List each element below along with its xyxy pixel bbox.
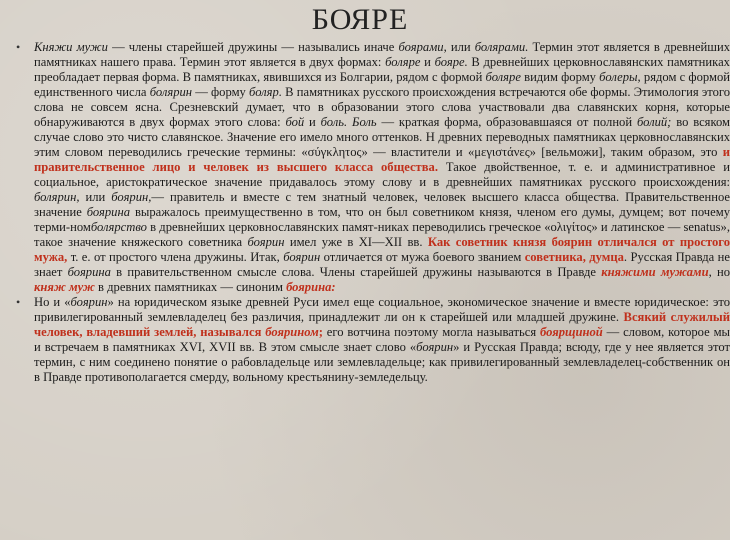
text-run: , или: [443, 40, 475, 54]
highlight-red: боярщиной: [539, 325, 603, 339]
slide-title: БОЯРЕ: [311, 3, 409, 36]
term: болеры,: [599, 70, 641, 84]
text-run: — члены старейшей дружины — назывались иначе: [107, 40, 399, 54]
highlight-red: Как советник князя боярин отличался от простого мужа,: [34, 235, 730, 264]
term: болярство: [90, 220, 147, 234]
term-knyazhi-muzhi: Княжи мужи: [34, 40, 108, 54]
term: боярин: [283, 250, 321, 264]
bullet-item-1: [16, 40, 730, 295]
highlight-red: княжими мужами: [601, 265, 709, 279]
text-run: его вотчина поэтому могла называться: [322, 325, 540, 339]
text-run: В древнейших церковнославянских памятниках преобладает первая форма. В памятниках, явившихся из Болгарии, рядом с формой: [34, 55, 730, 84]
bullet-dot-icon: •: [16, 295, 21, 309]
text-run: в правительственном смысле слова. Члены старейшей дружины называются в Правде: [110, 265, 602, 279]
term: боляр.: [249, 85, 282, 99]
highlight-red: боярином: [265, 325, 319, 339]
text-run: в древнейших церковнославянских памят-никах переводились греческое «ολιγίτος» и латинское — senatus», такое значение княжеского советника: [34, 220, 730, 249]
term: боярами: [398, 40, 444, 54]
highlight-red: советника, думца: [524, 250, 624, 264]
text-run: или: [79, 190, 112, 204]
term: боярин: [70, 295, 108, 309]
text-run: » на юридическом языке древней Руси имел еще социальное, экономическое значение и вместе юридическое: это привилегированный землевладелец без различия, принадлежит ли он к старейшей или младшей дружине.: [34, 295, 730, 324]
text-run: Но и «: [34, 295, 71, 309]
term: болярами.: [474, 40, 529, 54]
text-run: , но: [708, 265, 730, 279]
text-run: рядом с формой единственного числа: [34, 70, 730, 99]
term: болярин: [149, 85, 193, 99]
bullet-list: [10, 40, 730, 385]
term: боярина: [67, 265, 111, 279]
text-run: — краткая форма, образовавшаяся от полной: [376, 115, 637, 129]
text-run: Термин этот является в древнейших памятниках нашего права. Термин этот является в двух формах:: [34, 40, 730, 69]
highlight-red: Всякий служилый человек, владевший землей, назывался: [34, 310, 730, 339]
text-run: и: [420, 55, 435, 69]
term: бояре.: [434, 55, 468, 69]
term: бой: [285, 115, 305, 129]
highlight-red: княж муж: [34, 280, 95, 294]
text-run: Такое двойственное, т. е. и административное и социальное, аристократическое значение придавалось этому слову и в древнейших памятниках русского происхождения:: [34, 160, 730, 189]
text-run: и: [304, 115, 321, 129]
text-run: в древних памятниках — синоним: [94, 280, 287, 294]
text-run: видим форму: [520, 70, 600, 84]
text-run: » и Русская Правда; всюду, где у нее является этот термин, с ним соединено понятие о рабовладельце или землевладельце; как привилегированный землевладелец-собственник он в Правде противополагается смерду, вольному крестьянину-земледельцу.: [34, 340, 730, 384]
highlight-red: боярина:: [286, 280, 336, 294]
term: боярин: [247, 235, 285, 249]
text-run: — правитель и вместе с тем знатный человек, человек высшего класса общества. Правительственное значение: [34, 190, 730, 219]
text-run: отличается от мужа боевого званием: [320, 250, 525, 264]
bullet-dot-icon: •: [16, 40, 21, 54]
term: боярин,: [111, 190, 152, 204]
highlight-red: ;: [318, 325, 323, 339]
text-run: имел уже в XI—XII вв.: [284, 235, 428, 249]
text-run: — форму: [192, 85, 250, 99]
text-run: В памятниках русского происхождения встречаются обе формы. Этимология этого слова не совсем ясна. Срезневский думает, что в образовании этого слова участвовали два славянских корня, которые обнаруживаются в двух формах этого слова:: [34, 85, 730, 129]
term: боляре: [385, 55, 421, 69]
term: болярин,: [34, 190, 80, 204]
term: боль.: [320, 115, 348, 129]
text-run: т. е. от простого члена дружины. Итак,: [67, 250, 284, 264]
text-run: во всяком случае слово это чисто славянское. Значение его имело много оттенков. Н древних переводных памятниках церковнославянских этим словом переводились греческие термины: «σύγκλητος» — властители и «μεγιστάνες» [вельможи], таким образом, это: [34, 115, 730, 159]
text-run: . Русская Правда не знает: [34, 250, 730, 279]
highlight-red: и правительственное лицо и человек из высшего класса общества.: [34, 145, 730, 174]
term: боляре: [485, 70, 521, 84]
text-run: — словом, которое мы и встречаем в памятниках XVI, XVII вв. В этом смысле знает слово «: [34, 325, 730, 354]
term: Боль: [352, 115, 377, 129]
term: боярин: [416, 340, 454, 354]
term: боярина: [86, 205, 131, 219]
text-run: выражалось преимущественно в том, что он был советником князя, членом его думы, думцем; вот почему терми-ном: [34, 205, 730, 234]
term: болий;: [636, 115, 672, 129]
bullet-item-2: [16, 295, 730, 385]
